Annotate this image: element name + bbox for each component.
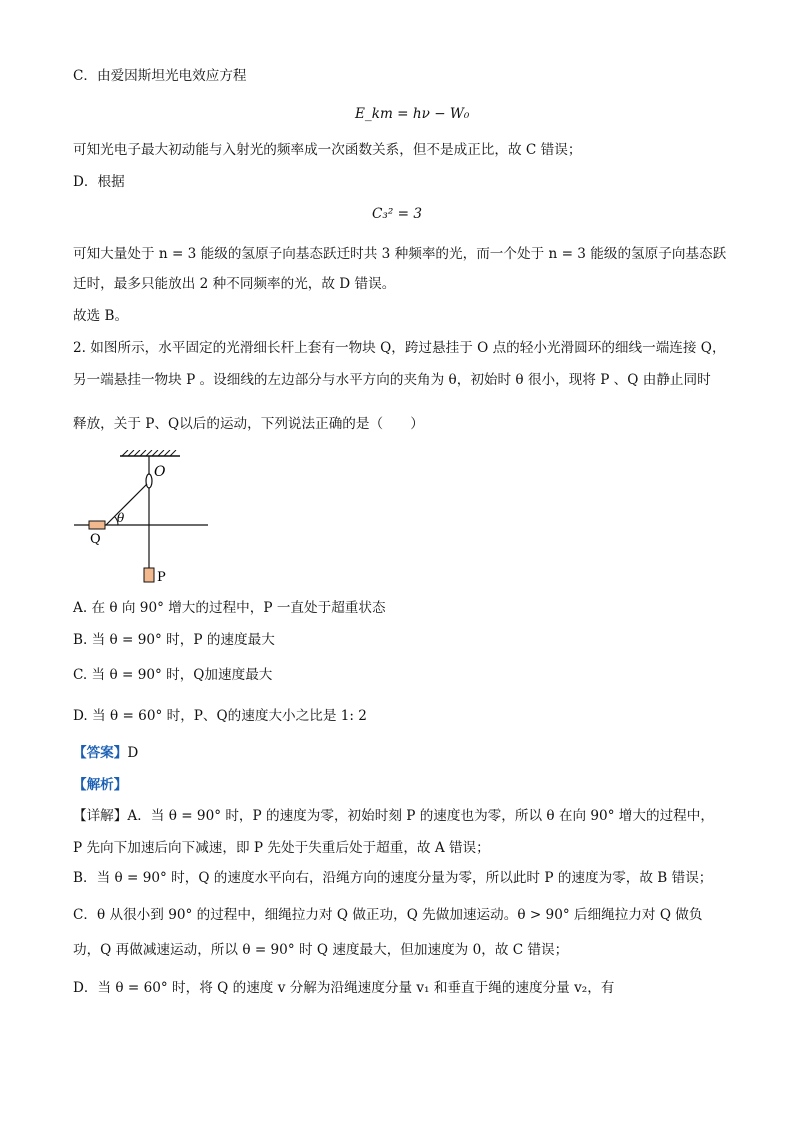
equation-photoelectric: E_km = hν − W₀ — [355, 106, 470, 122]
string-left — [106, 484, 147, 525]
label-theta: θ — [117, 511, 125, 525]
text-line: C．由爱因斯坦光电效应方程 — [73, 68, 247, 84]
label-q: Q — [90, 532, 101, 547]
question-stem: 另一端悬挂一物块 P 。设细线的左边部分与水平方向的夹角为 θ，初始时 θ 很小，现将 P 、Q 由静止同时 — [73, 372, 711, 388]
detail-tag: 【详解】 — [73, 808, 128, 824]
analysis-tag: 【解析】 — [73, 777, 128, 793]
label-o: O — [154, 464, 166, 480]
option-d: D. 当 θ = 60° 时，P、Q的速度大小之比是 1: 2 — [73, 708, 367, 724]
text-line: D．根据 — [73, 174, 125, 190]
text-line: 可知光电子最大初动能与入射光的频率成一次函数关系，但不是成正比，故 C 错误； — [73, 142, 582, 158]
block-q — [89, 521, 105, 529]
text-line: 功，Q 再做减速运动，所以 θ = 90° 时 Q 速度最大，但加速度为 0，故 C 错误； — [73, 942, 569, 958]
block-p — [144, 568, 154, 582]
text-line: P 先向下加速后向下减速，即 P 先处于失重后处于超重，故 A 错误； — [73, 840, 490, 856]
equation-combination: C₃² = 3 — [372, 206, 422, 222]
text-line: D．当 θ = 60° 时，将 Q 的速度 v 分解为沿绳速度分量 v₁ 和垂直于绳的速度分量 v₂，有 — [73, 980, 615, 996]
option-c: C. 当 θ = 90° 时，Q加速度最大 — [73, 667, 273, 683]
text-line: C．θ 从很小到 90° 的过程中，细绳拉力对 Q 做正功，Q 先做加速运动。θ > 90° 后细绳拉力对 Q 做负 — [73, 907, 703, 923]
text-line: 故选 B。 — [73, 308, 129, 324]
label-p: P — [157, 570, 166, 585]
answer-tag: 【答案】 — [73, 745, 128, 761]
text-line: 可知大量处于 n = 3 能级的氢原子向基态跃迁时共 3 种频率的光，而一个处于 n = 3 能级的氢原子向基态跃 — [73, 246, 727, 262]
text-line: B．当 θ = 90° 时，Q 的速度水平向右，沿绳方向的速度分量为零，所以此时 P 的速度为零，故 B 错误； — [73, 870, 713, 886]
detail-line — [73, 806, 714, 826]
question-stem: 释放，关于 P、Q以后的运动，下列说法正确的是（ ） — [73, 416, 424, 432]
answer-line — [73, 743, 138, 763]
question-stem: 2. 如图所示，水平固定的光滑细长杆上套有一物块 Q，跨过悬挂于 O 点的轻小光滑圆环的细线一端连接 Q， — [73, 340, 726, 356]
option-b: B. 当 θ = 90° 时，P 的速度最大 — [73, 632, 275, 648]
ring — [146, 474, 152, 488]
answer-value: D — [127, 745, 139, 761]
detail-text: A．当 θ = 90° 时，P 的速度为零，初始时刻 P 的速度也为零，所以 θ 在向 90° 增大的过程中， — [127, 808, 714, 824]
analysis-line — [73, 775, 127, 795]
option-a: A. 在 θ 向 90° 增大的过程中，P 一直处于超重状态 — [73, 600, 386, 616]
text-line: 迁时，最多只能放出 2 种不同频率的光，故 D 错误。 — [73, 276, 396, 292]
physics-diagram — [70, 450, 220, 590]
